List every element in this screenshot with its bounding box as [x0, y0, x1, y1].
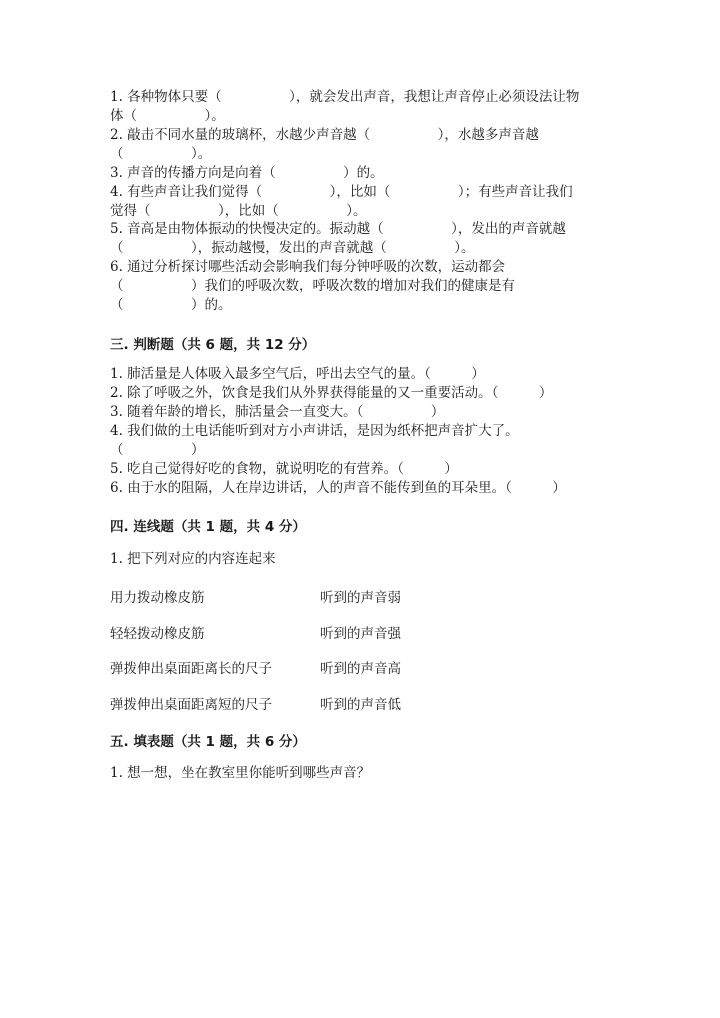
judge-line-5: （ ）: [110, 442, 205, 458]
fill-line-10: 6. 通过分析探讨哪些活动会影响我们每分钟呼吸的次数，运动都会: [110, 259, 506, 275]
match-right-3: 听到的声音高: [320, 661, 401, 677]
fill-line-11: （ ）我们的呼吸次数，呼吸次数的增加对我们的健康是有: [110, 278, 515, 294]
fill-line-9: （ ），振动越慢，发出的声音就越（ ）。: [110, 240, 475, 256]
matching-question: 1. 把下列对应的内容连起来: [110, 551, 276, 567]
match-left-1: 用力拨动橡皮筋: [110, 590, 205, 606]
fill-line-1: 1. 各种物体只要（ ），就会发出声音，我想让声音停止必须设法让物: [110, 89, 580, 105]
fill-line-7: 觉得（ ），比如（ ）。: [110, 203, 367, 219]
judge-line-3: 3. 随着年龄的增长，肺活量会一直变大。（ ）: [110, 404, 445, 420]
judge-line-2: 2. 除了呼吸之外，饮食是我们从外界获得能量的又一重要活动。（ ）: [110, 385, 553, 401]
table-question: 1. 想一想，坐在教室里你能听到哪些声音？: [110, 765, 371, 781]
match-left-4: 弹拨伸出桌面距离短的尺子: [110, 697, 272, 713]
match-left-3: 弹拨伸出桌面距离长的尺子: [110, 661, 272, 677]
fill-line-12: （ ）的。: [110, 297, 232, 313]
judge-line-1: 1. 肺活量是人体吸入最多空气后，呼出去空气的量。（ ）: [110, 366, 485, 382]
section-5-title: 五. 填表题（共 1 题，共 6 分）: [110, 734, 306, 750]
section-4-title: 四. 连线题（共 1 题，共 4 分）: [110, 519, 306, 535]
fill-line-8: 5. 音高是由物体振动的快慢决定的。振动越（ ），发出的声音就越: [110, 221, 566, 237]
judge-line-7: 6. 由于水的阻隔，人在岸边讲话，人的声音不能传到鱼的耳朵里。（ ）: [110, 480, 566, 496]
section-3-title: 三. 判断题（共 6 题，共 12 分）: [110, 337, 316, 353]
judge-line-4: 4. 我们做的土电话能听到对方小声讲话，是因为纸杯把声音扩大了。: [110, 423, 519, 439]
match-right-4: 听到的声音低: [320, 697, 401, 713]
fill-line-6: 4. 有些声音让我们觉得（ ），比如（ ）；有些声音让我们: [110, 184, 573, 200]
judge-line-6: 5. 吃自己觉得好吃的食物，就说明吃的有营养。（ ）: [110, 461, 458, 477]
match-left-2: 轻轻拨动橡皮筋: [110, 626, 205, 642]
fill-line-2: 体（ ）。: [110, 108, 225, 124]
fill-line-4: （ ）。: [110, 146, 212, 162]
fill-line-3: 2. 敲击不同水量的玻璃杯，水越少声音越（ ），水越多声音越: [110, 127, 539, 143]
match-right-2: 听到的声音强: [320, 626, 401, 642]
fill-line-5: 3. 声音的传播方向是向着（ ）的。: [110, 165, 384, 181]
match-right-1: 听到的声音弱: [320, 590, 401, 606]
